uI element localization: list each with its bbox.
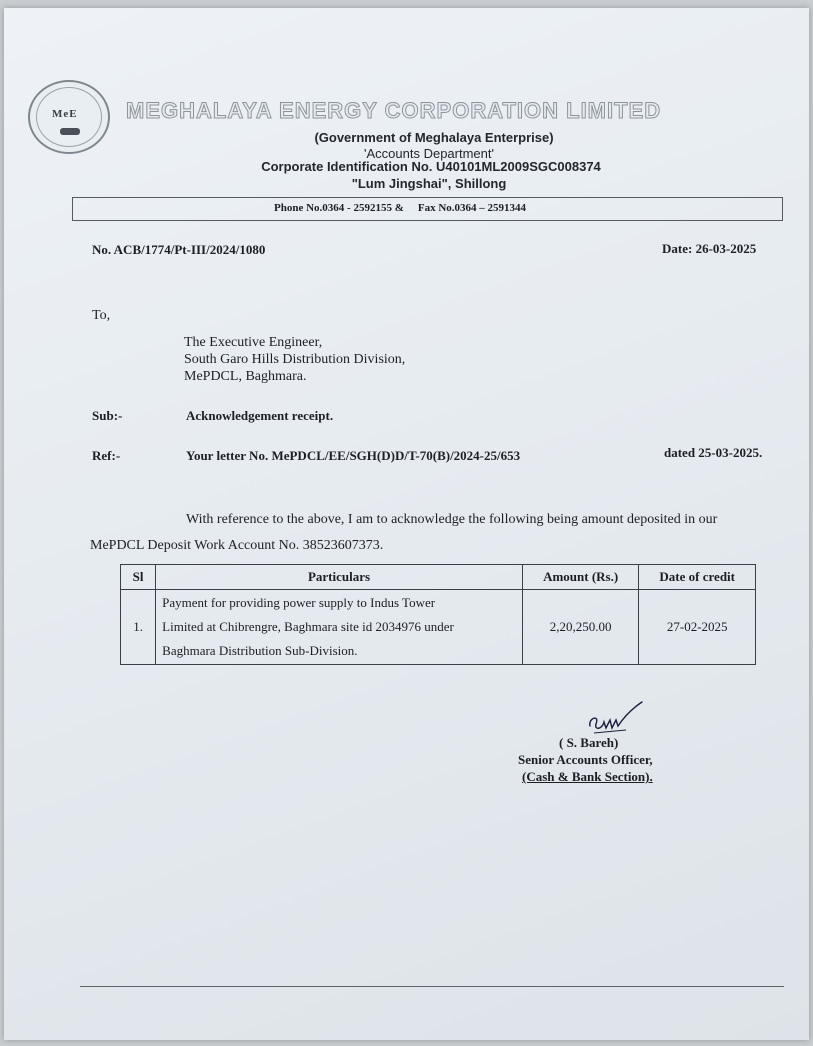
letter-date: Date: 26-03-2025 bbox=[662, 241, 757, 256]
subject-label: Sub:- bbox=[92, 408, 123, 423]
signatory-section: (Cash & Bank Section). bbox=[522, 769, 653, 784]
deposit-table bbox=[120, 564, 756, 665]
reference-text: Your letter No. MePDCL/EE/SGH(D)D/T-70(B)/2024-25/653 bbox=[186, 448, 521, 463]
header-sl: Sl bbox=[121, 565, 156, 590]
header-date-of-credit: Date of credit bbox=[639, 565, 756, 590]
signatory-name: ( S. Bareh) bbox=[559, 735, 619, 750]
contact-line bbox=[274, 202, 526, 214]
reference-label: Ref:- bbox=[92, 448, 121, 463]
to-label: To, bbox=[92, 308, 111, 323]
corporation-seal-icon: MeE bbox=[28, 80, 110, 154]
recipient-line: MePDCL, Baghmara. bbox=[184, 369, 307, 384]
particulars-line: Limited at Chibrengre, Baghmara site id 2034976 under bbox=[162, 619, 454, 634]
phone-number: Phone No.0364 - 2592155 & bbox=[274, 202, 404, 214]
letter-page bbox=[4, 8, 809, 1040]
particulars-line: Payment for providing power supply to Indus Tower bbox=[162, 595, 436, 610]
cell-date-of-credit: 27-02-2025 bbox=[639, 590, 756, 665]
letter-reference-number: No. ACB/1774/Pt-III/2024/1080 bbox=[92, 242, 266, 257]
header-amount: Amount (Rs.) bbox=[522, 565, 639, 590]
fax-number: Fax No.0364 – 2591344 bbox=[417, 202, 527, 214]
cell-particulars bbox=[156, 590, 523, 665]
recipient-address bbox=[184, 334, 405, 385]
footer-divider bbox=[80, 986, 784, 987]
cell-amount: 2,20,250.00 bbox=[522, 590, 639, 665]
company-name: MEGHALAYA ENERGY CORPORATION LIMITED bbox=[126, 98, 662, 123]
table-row bbox=[121, 590, 756, 665]
reference-date: dated 25-03-2025. bbox=[664, 445, 763, 460]
subject-text: Acknowledgement receipt. bbox=[186, 408, 334, 423]
address-line: "Lum Jingshai", Shillong bbox=[351, 176, 507, 191]
body-line-1: With reference to the above, I am to acknowledge the following being amount deposited in our bbox=[186, 512, 718, 527]
recipient-line: South Garo Hills Distribution Division, bbox=[184, 352, 406, 367]
particulars-line: Baghmara Distribution Sub-Division. bbox=[162, 643, 358, 658]
cell-sl: 1. bbox=[121, 590, 156, 665]
header-particulars: Particulars bbox=[156, 565, 523, 590]
enterprise-line: (Government of Meghalaya Enterprise) bbox=[314, 130, 554, 145]
handwritten-signature bbox=[586, 700, 646, 740]
department-line: 'Accounts Department' bbox=[364, 146, 494, 161]
signatory-designation: Senior Accounts Officer, bbox=[518, 752, 653, 767]
recipient-line: The Executive Engineer, bbox=[184, 335, 323, 350]
body-line-2: MePDCL Deposit Work Account No. 38523607373. bbox=[90, 538, 384, 553]
cin-line: Corporate Identification No. U40101ML2009SGC008374 bbox=[261, 159, 601, 174]
table-header-row bbox=[121, 565, 756, 590]
